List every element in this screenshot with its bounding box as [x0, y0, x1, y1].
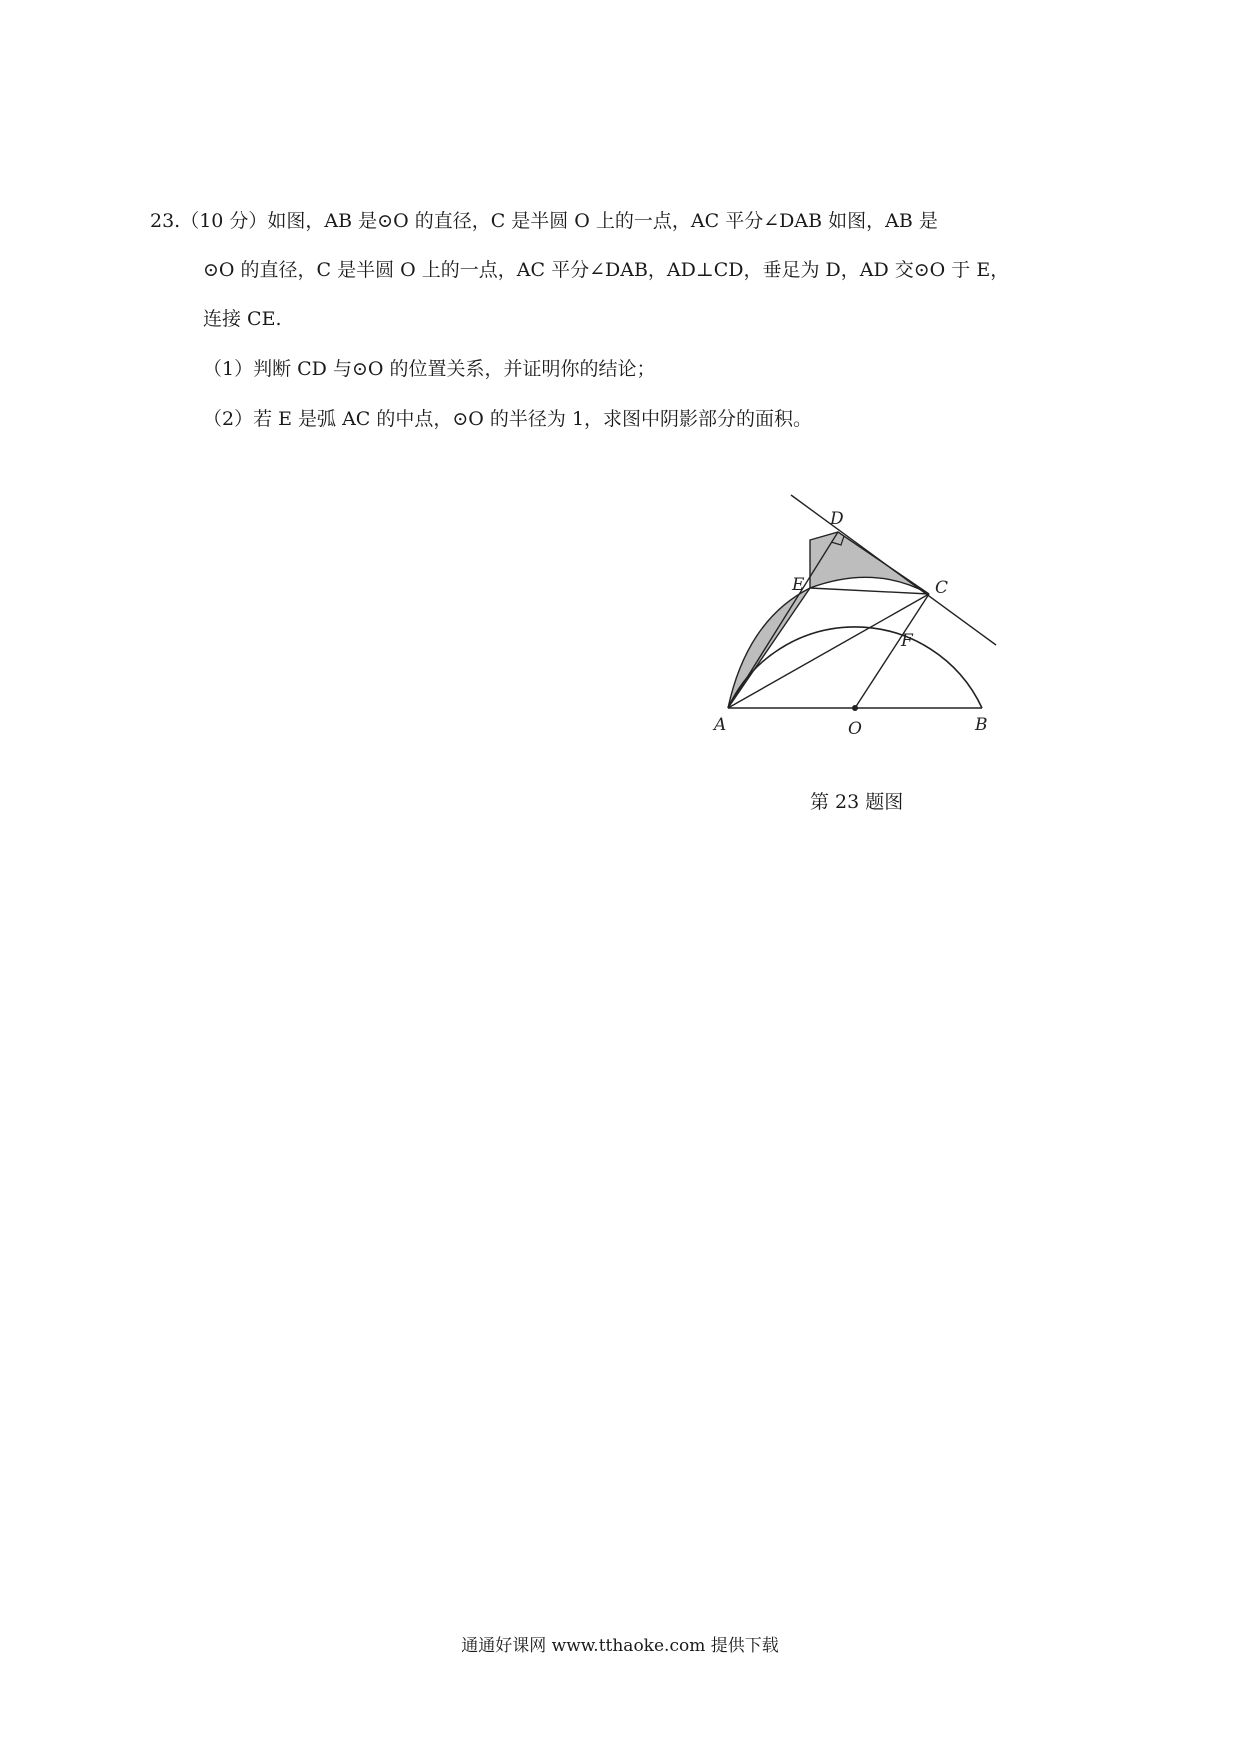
- question-part-1: （1）判断 CD 与⊙O 的位置关系，并证明你的结论；: [203, 358, 656, 380]
- label-c: C: [935, 578, 949, 598]
- figure-caption: 第 23 题图: [810, 791, 904, 813]
- segment-oc: [855, 594, 929, 708]
- label-f: F: [901, 631, 913, 651]
- question-part-2: （2）若 E 是弧 AC 的中点，⊙O 的半径为 1，求图中阴影部分的面积。: [203, 408, 813, 430]
- question-line-2: ⊙O 的直径，C 是半圆 O 上的一点，AC 平分∠DAB，AD⊥CD，垂足为 D，AD 交⊙O 于 E，: [203, 259, 1010, 281]
- label-b: B: [975, 715, 988, 735]
- question-line-3: 连接 CE.: [203, 308, 282, 330]
- question-line-1: 23.（10 分）如图，AB 是⊙O 的直径，C 是半圆 O 上的一点，AC 平分∠DAB 如图，AB 是: [150, 210, 938, 232]
- geometry-figure: [700, 490, 1020, 740]
- shaded-segment-ae: [728, 588, 810, 708]
- page-footer: 通通好课网 www.tthaoke.com 提供下载: [461, 1636, 779, 1656]
- label-d: D: [830, 509, 844, 529]
- label-a: A: [714, 715, 727, 735]
- center-point-o: [852, 705, 858, 711]
- segment-ad: [728, 532, 838, 708]
- shaded-region-dec: [810, 532, 929, 594]
- label-e: E: [792, 575, 805, 595]
- label-o: O: [848, 719, 862, 739]
- segment-ec: [810, 588, 929, 594]
